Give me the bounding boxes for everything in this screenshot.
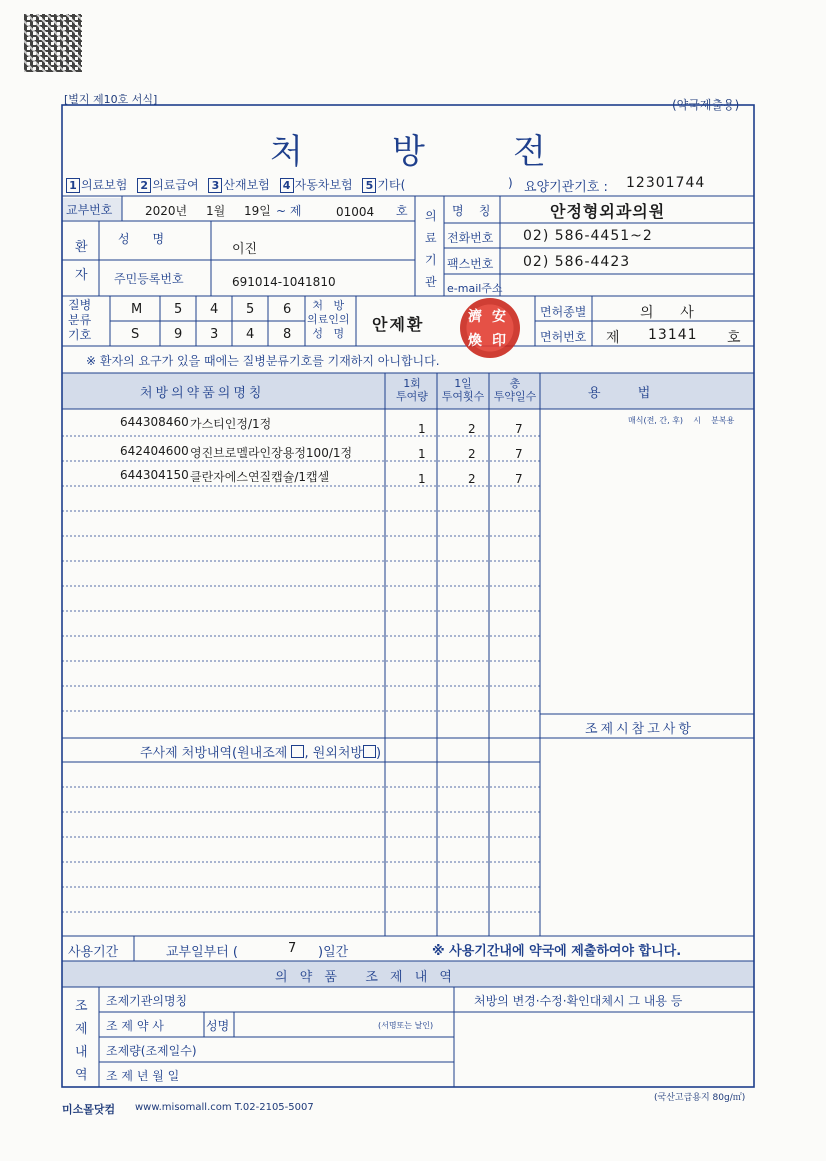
issue-day: 19일: [244, 204, 271, 218]
insurance-type-4: 4 자동차보험: [280, 178, 353, 192]
inst-name-label: 명 칭: [452, 204, 491, 218]
disease-r1-c2: 5: [174, 302, 183, 317]
disease-r2-c4: 4: [246, 327, 255, 342]
sign-hint: (서명또는 날인): [378, 1021, 434, 1030]
inst-phone-value: 02) 586-4451~2: [523, 228, 653, 244]
issue-year: 2020년: [145, 204, 188, 218]
inst-phone-label: 전화번호: [447, 231, 494, 245]
care-code-label: 요양기관기호 :: [524, 180, 608, 195]
insurance-type-3: 3 산재보험: [208, 178, 269, 192]
med-row-1-freq: 2: [468, 422, 476, 436]
med-header-days: 총 투약일수: [493, 377, 537, 403]
footer-info: www.misomall.com T.02-2105-5007: [135, 1102, 314, 1113]
period-unit: )일간: [318, 945, 349, 960]
dispensing-row-1: 조제기관의명칭: [106, 994, 188, 1008]
patient-name-value: 이진: [232, 242, 258, 257]
disease-r2-c5: 8: [283, 327, 292, 342]
dispensing-row-2: 조 제 약 사: [106, 1019, 164, 1033]
notice-text: ※ 환자의 요구가 있을 때에는 질병분류기호를 기재하지 아니합니다.: [86, 354, 440, 368]
patient-rrn-value: 691014-1041810: [232, 275, 336, 289]
disease-r2-c3: 3: [210, 327, 219, 342]
period-from: 교부일부터 (: [166, 945, 238, 960]
disease-r2-c2: 9: [174, 327, 183, 342]
dispensing-row-3: 조제량(조제일수): [106, 1044, 197, 1058]
license-type-label: 면허종별: [540, 305, 587, 319]
inst-section-char-4: 관: [425, 275, 437, 289]
doctor-seal: 濟 安 印 煥: [460, 298, 520, 358]
patient-name-label: 성 명: [118, 232, 165, 246]
issue-serial: 01004: [336, 205, 375, 219]
med-row-1-dose: 1: [418, 422, 426, 436]
disease-r1-c1: M: [131, 302, 143, 317]
inst-fax-value: 02) 586-4423: [523, 254, 631, 270]
disease-r1-c4: 5: [246, 302, 255, 317]
issue-suffix: 호: [396, 204, 408, 218]
license-no-value: 13141: [648, 327, 698, 343]
dispensing-section-char-1: 조: [75, 999, 88, 1014]
copy-label: (약국제출용): [672, 98, 740, 112]
title-char-3: 전: [513, 132, 546, 172]
insurance-type-1: 1 의료보험: [66, 178, 127, 192]
med-row-1-name: 가스티인정/1정: [190, 417, 272, 431]
med-row-3-freq: 2: [468, 472, 476, 486]
dispensing-section-char-4: 역: [75, 1068, 88, 1083]
license-type-value: 의 사: [640, 305, 694, 321]
pharmacist-name-label: 성명: [206, 1019, 230, 1033]
issue-month: 1월: [206, 204, 226, 218]
med-row-3-days: 7: [515, 472, 523, 486]
footer-brand: 미소몰닷컴: [62, 1103, 116, 1116]
insurance-type-2: 2 의료급여: [137, 178, 198, 192]
inst-name-value: 안정형외과의원: [550, 202, 666, 221]
signer-label: 처 방 의료인의 성 명: [307, 299, 350, 340]
care-code-value: 12301744: [626, 175, 706, 191]
license-no-suffix: 호: [727, 330, 741, 346]
title-char-1: 처: [270, 132, 303, 172]
disease-r1-c3: 4: [210, 302, 219, 317]
inst-section-char-2: 료: [425, 231, 437, 245]
med-row-3-dose: 1: [418, 472, 426, 486]
med-row-2-name: 영진브로멜라인장용정100/1정: [190, 446, 353, 460]
outside-checkbox[interactable]: [363, 745, 376, 758]
med-header-name: 처방의약품의명칭: [140, 386, 265, 401]
med-row-2-dose: 1: [418, 447, 426, 461]
inst-section-char-1: 의: [425, 209, 437, 223]
form-label: [별지 제10호 서식]: [64, 93, 158, 106]
med-row-1-days: 7: [515, 422, 523, 436]
med-header-dose: 1회 투여량: [396, 377, 428, 403]
usage-note: 매식(전, 간, 후) 시 분복용: [628, 416, 735, 425]
period-label: 사용기간: [68, 945, 119, 960]
in-house-checkbox[interactable]: [291, 745, 304, 758]
dispensing-section-char-3: 내: [75, 1045, 88, 1060]
issue-label: 교부번호: [66, 203, 113, 217]
patient-section-char-1: 환: [75, 240, 88, 255]
insurance-close: ): [508, 176, 513, 190]
disease-r2-c1: S: [131, 327, 140, 342]
med-header-freq: 1일 투여횟수: [441, 377, 485, 403]
license-no-prefix: 제: [606, 330, 620, 346]
insurance-type-5: 5 기타(: [362, 178, 405, 192]
med-row-2-days: 7: [515, 447, 523, 461]
issue-sep: ~ 제: [276, 204, 302, 218]
insurance-types: [66, 176, 405, 193]
med-row-1-code: 644308460: [120, 415, 189, 429]
inst-email-label: e-mail주소: [447, 282, 503, 295]
disease-r1-c5: 6: [283, 302, 292, 317]
med-row-3-code: 644304150: [120, 468, 189, 482]
inst-fax-label: 팩스번호: [447, 257, 494, 271]
inst-section-char-3: 기: [425, 253, 437, 267]
title-char-2: 방: [392, 132, 425, 172]
med-row-2-code: 642404600: [120, 444, 189, 458]
period-notice: ※ 사용기간내에 약국에 제출하여야 합니다.: [432, 944, 682, 959]
period-days: 7: [288, 941, 297, 956]
dispensing-section-char-2: 제: [75, 1022, 88, 1037]
reference-label: 조제시참고사항: [585, 722, 694, 737]
dispensing-header: 의 약 품 조 제 내 역: [275, 970, 456, 985]
patient-section-char-2: 자: [75, 268, 88, 283]
disease-label: 질병 분류 기호: [68, 298, 92, 342]
license-no-label: 면허번호: [540, 330, 587, 344]
patient-rrn-label: 주민등록번호: [114, 272, 184, 286]
med-header-usage: 용 법: [588, 386, 651, 401]
med-row-2-freq: 2: [468, 447, 476, 461]
footer-paper: (국산고급용지 80g/㎡): [654, 1093, 746, 1103]
doctor-name: 안제환: [372, 315, 425, 334]
change-label: 처방의 변경·수정·확인대체시 그 내용 등: [474, 994, 683, 1008]
injection-label: 주사제 처방내역(원내조제 , 원외처방 ): [140, 746, 382, 761]
med-row-3-name: 클란자에스연질캡슐/1캡셀: [190, 470, 330, 484]
dispensing-row-4: 조 제 년 월 일: [106, 1069, 180, 1083]
